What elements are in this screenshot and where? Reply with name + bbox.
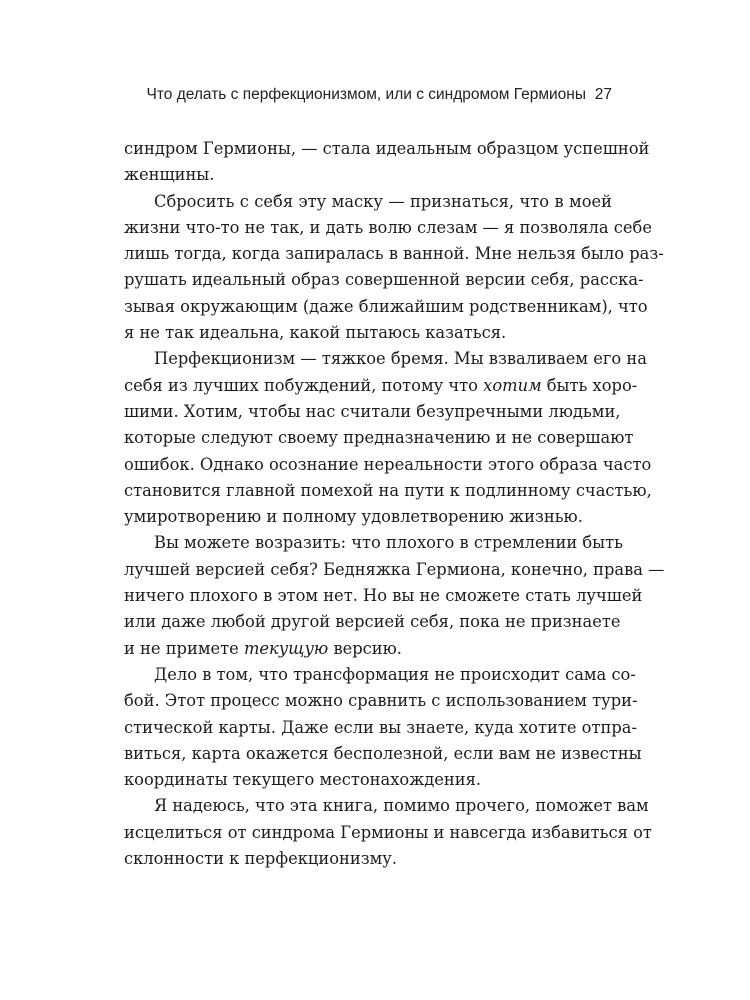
text-line: лишь тогда, когда запиралась в ванной. Мне нельзя было раз- [124,244,664,264]
text-line: ошибок. Однако осознание нереальности этого образа часто [124,454,652,474]
running-head [0,86,750,110]
text-line: умиротворению и полному удовлетворению жизнью. [124,507,583,527]
text-line: виться, карта окажется бесполезной, если вам не известны [124,743,642,763]
text-line: синдром Гермионы, — стала идеальным образцом успешной [124,139,650,158]
text-line: склонности к перфекционизму. [124,849,398,869]
text-line: женщины. [124,165,215,185]
text-run: версию. [328,638,402,658]
text-line: координаты текущего местонахождения. [124,770,482,790]
text-line: Я надеюсь, что эта книга, помимо прочего, поможет вам [154,796,649,816]
paragraph-2 [124,189,664,347]
text-line: рушать идеальный образ совершенной версии себя, расска- [124,270,644,290]
paragraph-4 [124,530,665,661]
page-number: 27 [594,86,612,103]
text-line: ничего плохого в этом нет. Но вы не сможете стать лучшей [124,586,643,606]
paragraph-5 [124,662,642,793]
text-line: Дело в том, что трансформация не происходит сама со- [154,664,636,684]
text-line: или даже любой другой версией себя, пока не признаете [124,612,621,632]
text-line-with-emphasis [124,636,612,662]
text-line: Перфекционизм — тяжкое бремя. Мы взваливаем его на [154,349,647,369]
text-line-with-emphasis [124,373,638,399]
text-line: исцелиться от синдрома Гермионы и навсегда избавиться от [124,822,652,842]
body-text [124,136,665,872]
text-line: Вы можете возразить: что плохого в стремлении быть [154,533,624,553]
text-line: которые следуют своему предназначению и не совершают [124,428,634,448]
text-line: становится главной помехой на пути к подлинному счастью, [124,480,652,500]
text-line: бой. Этот процесс можно сравнить с использованием тури- [124,691,638,711]
text-line: шими. Хотим, чтобы нас считали безупречными людьми, [124,401,621,421]
text-line: я не так идеальна, какой пытаюсь казаться. [124,323,507,343]
text-run: быть хоро- [541,375,638,395]
paragraph-1 [124,136,650,189]
text-line: лучшей версией себя? Бедняжка Гермиона, конечно, права — [124,559,665,579]
text-line: жизни что-то не так, и дать волю слезам — я позволяла себе [124,217,652,237]
text-run: и не примете [124,638,244,658]
text-line: Сбросить с себя эту маску — признаться, что в моей [154,191,612,211]
chapter-title: Что делать с перфекционизмом, или с синдромом Гермионы [146,86,586,103]
text-line: зывая окружающим (даже ближайшим родственникам), что [124,296,648,316]
paragraph-3 [124,346,652,530]
paragraph-6 [124,793,652,872]
emphasis-text: хотим [483,375,542,395]
text-line: стической карты. Даже если вы знаете, куда хотите отпра- [124,717,637,737]
emphasis-text: текущую [243,638,329,658]
text-run: себя из лучших побуждений, потому что [124,375,484,395]
